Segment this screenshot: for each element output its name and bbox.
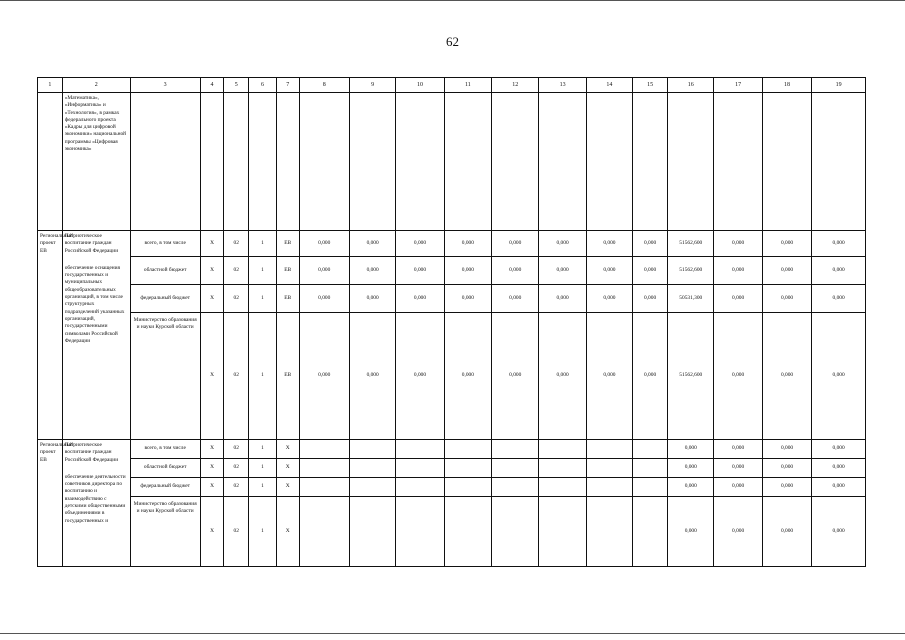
empty-cell (762, 93, 811, 231)
value-cell: 51562,600 (668, 231, 714, 257)
budget-table (37, 77, 866, 567)
value-cell: 0,000 (714, 231, 762, 257)
table-row (38, 497, 866, 567)
code-cell: 1 (249, 285, 277, 313)
value-cell: 0,000 (812, 497, 866, 567)
column-number-cell: 17 (714, 78, 762, 93)
value-cell: 0,000 (714, 497, 762, 567)
funding-source-cell: областной бюджет (130, 459, 200, 478)
value-cell (633, 440, 668, 459)
value-cell (299, 478, 349, 497)
value-cell: 0,000 (299, 313, 349, 440)
funding-source-cell: федеральный бюджет (130, 478, 200, 497)
value-cell (349, 478, 395, 497)
value-cell (444, 478, 491, 497)
page-number: 62 (446, 34, 459, 49)
value-cell: 0,000 (396, 285, 444, 313)
value-cell (633, 459, 668, 478)
column-number-cell: 1 (38, 78, 63, 93)
code-cell: 02 (224, 257, 249, 285)
value-cell: 0,000 (668, 459, 714, 478)
column-number-cell: 15 (633, 78, 668, 93)
empty-cell (586, 93, 632, 231)
code-cell: 1 (249, 440, 277, 459)
code-cell: X (276, 497, 299, 567)
value-cell: 0,000 (714, 478, 762, 497)
value-cell (586, 497, 632, 567)
value-cell: 0,000 (492, 231, 539, 257)
column-number-cell: 11 (444, 78, 491, 93)
value-cell: 0,000 (812, 257, 866, 285)
column-number-cell: 2 (62, 78, 130, 93)
spacer (65, 255, 128, 265)
value-cell (586, 459, 632, 478)
value-cell (444, 459, 491, 478)
column-number-cell: 9 (349, 78, 395, 93)
value-cell: 0,000 (812, 285, 866, 313)
value-cell: 0,000 (539, 231, 586, 257)
value-cell: 0,000 (349, 285, 395, 313)
value-cell: 0,000 (633, 313, 668, 440)
program-name: Патриотическое воспитание граждан Российской Федерации (64, 233, 119, 254)
code-cell: 1 (249, 313, 277, 440)
value-cell: 0,000 (299, 257, 349, 285)
value-cell: 0,000 (396, 257, 444, 285)
column-number-cell: 12 (492, 78, 539, 93)
empty-cell (249, 93, 277, 231)
column-number-cell: 5 (224, 78, 249, 93)
value-cell (539, 440, 586, 459)
value-cell (539, 459, 586, 478)
code-cell: 1 (249, 497, 277, 567)
top-edge-line (0, 0, 905, 1)
header-row (38, 78, 866, 93)
code-cell: ЕВ (276, 313, 299, 440)
value-cell: 0,000 (586, 313, 632, 440)
continuation-row (38, 93, 866, 231)
table-row (38, 285, 866, 313)
value-cell: 0,000 (812, 459, 866, 478)
code-cell: 02 (224, 440, 249, 459)
project-name-cell: Региональный проект ЕВ (38, 440, 63, 567)
value-cell (539, 478, 586, 497)
value-cell (396, 440, 444, 459)
value-cell: 0,000 (539, 257, 586, 285)
value-cell (444, 440, 491, 459)
value-cell (586, 478, 632, 497)
empty-cell (38, 93, 63, 231)
code-cell: X (200, 231, 224, 257)
table-row (38, 313, 866, 440)
value-cell (492, 440, 539, 459)
value-cell (349, 497, 395, 567)
program-name: Патриотическое воспитание граждан Российской Федерации (64, 442, 119, 463)
empty-cell (299, 93, 349, 231)
value-cell: 0,000 (714, 285, 762, 313)
empty-cell (396, 93, 444, 231)
value-cell: 0,000 (492, 257, 539, 285)
value-cell: 0,000 (444, 231, 491, 257)
value-cell: 0,000 (812, 313, 866, 440)
value-cell: 0,000 (762, 285, 811, 313)
value-cell: 0,000 (762, 231, 811, 257)
code-cell: X (200, 478, 224, 497)
funding-source-cell: федеральный бюджет (130, 285, 200, 313)
value-cell: 0,000 (396, 231, 444, 257)
table-row (38, 459, 866, 478)
column-number-cell: 7 (276, 78, 299, 93)
code-cell: X (276, 440, 299, 459)
column-number-cell: 16 (668, 78, 714, 93)
column-number-cell: 6 (249, 78, 277, 93)
value-cell: 51562,600 (668, 257, 714, 285)
code-cell: 1 (249, 478, 277, 497)
empty-cell (224, 93, 249, 231)
code-cell: ЕВ (276, 231, 299, 257)
value-cell: 51562,600 (668, 313, 714, 440)
value-cell: 0,000 (762, 497, 811, 567)
value-cell: 0,000 (444, 257, 491, 285)
empty-cell (492, 93, 539, 231)
code-cell: 1 (249, 231, 277, 257)
value-cell: 0,000 (349, 231, 395, 257)
column-number-cell: 8 (299, 78, 349, 93)
value-cell (586, 440, 632, 459)
value-cell: 0,000 (668, 478, 714, 497)
value-cell: 0,000 (349, 257, 395, 285)
code-cell: X (200, 459, 224, 478)
value-cell: 0,000 (299, 231, 349, 257)
value-cell (349, 440, 395, 459)
column-number-cell: 14 (586, 78, 632, 93)
empty-cell (349, 93, 395, 231)
table-row (38, 440, 866, 459)
value-cell (299, 440, 349, 459)
value-cell (492, 459, 539, 478)
table-row (38, 231, 866, 257)
column-number-cell: 3 (130, 78, 200, 93)
code-cell: X (200, 440, 224, 459)
column-number-cell: 4 (200, 78, 224, 93)
value-cell: 0,000 (492, 285, 539, 313)
column-number-cell: 18 (762, 78, 811, 93)
value-cell: 0,000 (539, 313, 586, 440)
value-cell (299, 459, 349, 478)
code-cell: 02 (224, 231, 249, 257)
value-cell: 0,000 (586, 231, 632, 257)
code-cell: X (200, 497, 224, 567)
event-description: обеспечение деятельности советников директора по воспитанию и взаимодействию с детскими общественными объединениями в государственных и (64, 473, 126, 524)
empty-cell (539, 93, 586, 231)
code-cell: X (200, 257, 224, 285)
code-cell: ЕВ (276, 257, 299, 285)
code-cell: 02 (224, 478, 249, 497)
value-cell: 0,000 (668, 440, 714, 459)
value-cell: 0,000 (812, 440, 866, 459)
value-cell: 0,000 (762, 257, 811, 285)
value-cell (539, 497, 586, 567)
value-cell: 0,000 (762, 478, 811, 497)
measure-description-cell (62, 231, 130, 440)
empty-cell (444, 93, 491, 231)
value-cell: 0,000 (633, 285, 668, 313)
value-cell (444, 497, 491, 567)
value-cell: 0,000 (396, 313, 444, 440)
value-cell: 0,000 (492, 313, 539, 440)
empty-cell (812, 93, 866, 231)
value-cell (349, 459, 395, 478)
value-cell: 0,000 (586, 257, 632, 285)
value-cell (633, 497, 668, 567)
code-cell: 02 (224, 459, 249, 478)
empty-cell (714, 93, 762, 231)
funding-source-cell: областной бюджет (130, 257, 200, 285)
value-cell (396, 497, 444, 567)
project-name-cell: Региональный проект ЕВ (38, 231, 63, 440)
value-cell: 0,000 (714, 440, 762, 459)
value-cell: 0,000 (633, 257, 668, 285)
value-cell: 0,000 (586, 285, 632, 313)
event-description: обеспечение оснащения государственных и муниципальных общеобразовательных организаций, в том числе структурных подразделений указанных организаций, государственными символами Российской Федерации (64, 264, 125, 344)
column-number-cell: 10 (396, 78, 444, 93)
empty-cell (200, 93, 224, 231)
value-cell: 0,000 (539, 285, 586, 313)
funding-source-cell: всего, в том числе (130, 440, 200, 459)
value-cell (492, 478, 539, 497)
value-cell: 0,000 (444, 313, 491, 440)
funding-source-cell: Министерство образования и науки Курской области (130, 313, 200, 440)
value-cell: 0,000 (444, 285, 491, 313)
value-cell: 50531,300 (668, 285, 714, 313)
code-cell: X (276, 478, 299, 497)
value-cell: 0,000 (762, 313, 811, 440)
funding-source-cell: Министерство образования и науки Курской области (130, 497, 200, 567)
spacer (65, 464, 128, 474)
column-number-cell: 19 (812, 78, 866, 93)
code-cell: ЕВ (276, 285, 299, 313)
empty-cell (633, 93, 668, 231)
empty-cell (276, 93, 299, 231)
code-cell: 02 (224, 313, 249, 440)
measure-name-cell: «Математика», «Информатика» и «Технология», в рамках федерального проекта «Кадры для цифровой экономики» национальной программы «Цифровая экономика» (62, 93, 130, 231)
value-cell: 0,000 (812, 478, 866, 497)
value-cell: 0,000 (812, 231, 866, 257)
value-cell (492, 497, 539, 567)
value-cell: 0,000 (714, 313, 762, 440)
value-cell: 0,000 (349, 313, 395, 440)
code-cell: 02 (224, 285, 249, 313)
value-cell: 0,000 (762, 440, 811, 459)
empty-cell (668, 93, 714, 231)
value-cell: 0,000 (299, 285, 349, 313)
value-cell: 0,000 (714, 459, 762, 478)
value-cell (633, 478, 668, 497)
value-cell: 0,000 (762, 459, 811, 478)
code-cell: 1 (249, 257, 277, 285)
value-cell (396, 459, 444, 478)
code-cell: X (200, 285, 224, 313)
code-cell: X (276, 459, 299, 478)
bottom-edge-line (0, 633, 905, 634)
code-cell: 1 (249, 459, 277, 478)
table-row (38, 478, 866, 497)
code-cell: X (200, 313, 224, 440)
value-cell (299, 497, 349, 567)
measure-description-cell (62, 440, 130, 567)
value-cell: 0,000 (668, 497, 714, 567)
table-row (38, 257, 866, 285)
funding-source-cell: всего, в том числе (130, 231, 200, 257)
column-number-cell: 13 (539, 78, 586, 93)
value-cell (396, 478, 444, 497)
value-cell: 0,000 (633, 231, 668, 257)
code-cell: 02 (224, 497, 249, 567)
empty-cell (130, 93, 200, 231)
value-cell: 0,000 (714, 257, 762, 285)
